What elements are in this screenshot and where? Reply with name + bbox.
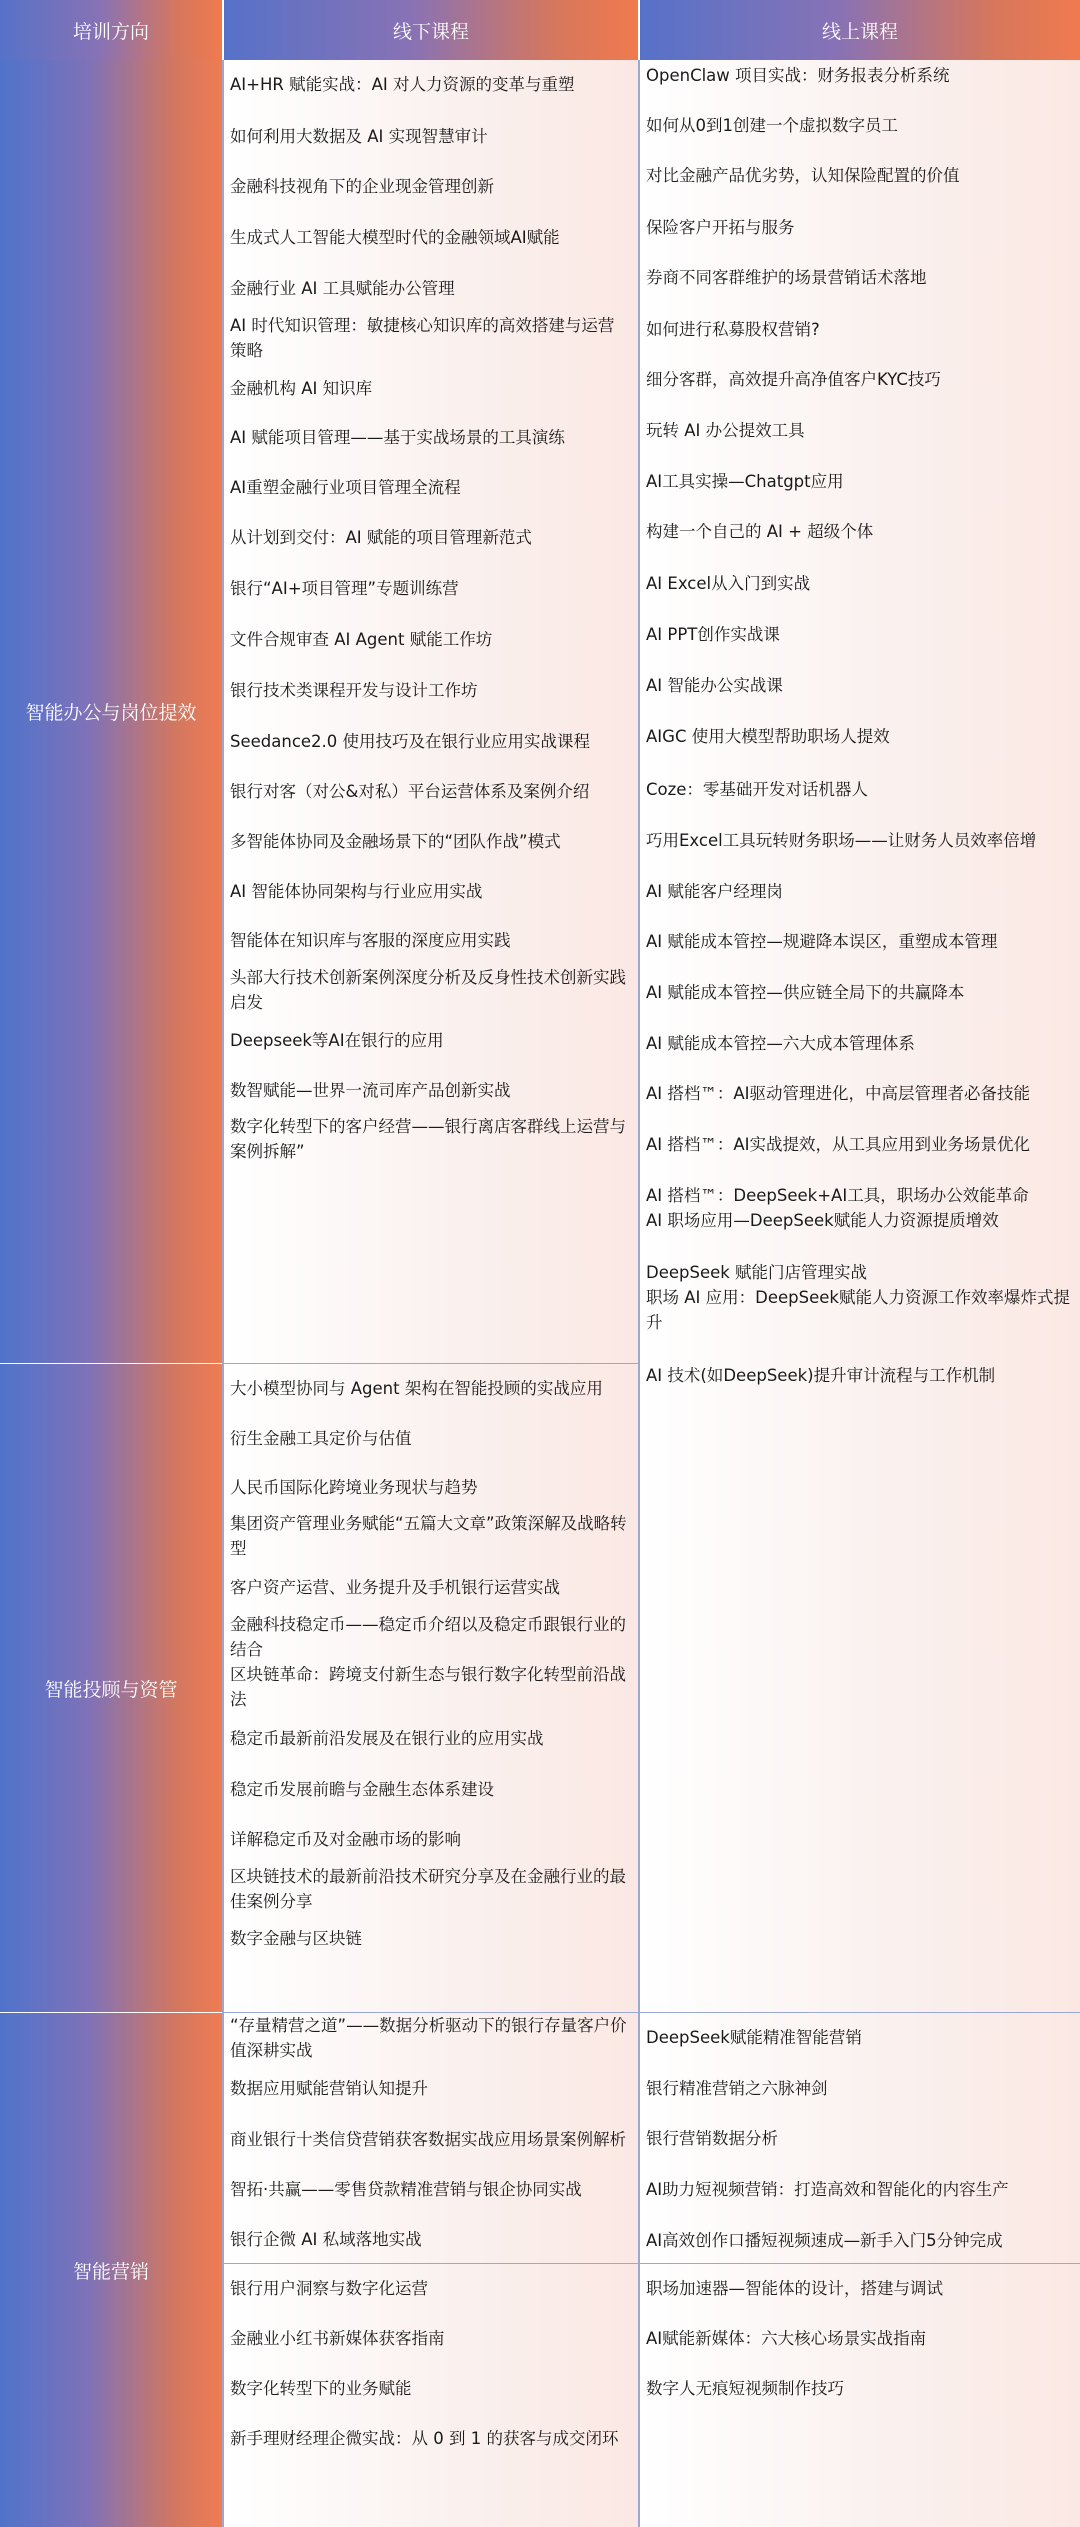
course-item: 对比金融产品优劣势，认知保险配置的价值: [646, 166, 960, 185]
course-item: AI+HR 赋能实战：AI 对人力资源的变革与重塑: [230, 75, 575, 94]
course-item: 保险客户开拓与服务: [646, 218, 795, 237]
course-item: AI 搭档™：AI实战提效，从工具应用到业务场景优化: [646, 1135, 1031, 1154]
cell-office-offline: [224, 60, 638, 1363]
course-item: 银行对客（对公&对私）平台运营体系及案例介绍: [230, 782, 590, 801]
course-item: 职场 AI 应用：DeepSeek赋能人力资源工作效率爆炸式提升: [646, 1288, 1070, 1332]
course-item: AI工具实操—Chatgpt应用: [646, 472, 844, 491]
course-item: 区块链革命：跨境支付新生态与银行数字化转型前沿战法: [230, 1665, 626, 1709]
course-item: 银行营销数据分析: [646, 2129, 778, 2148]
header-offline: 线下课程: [224, 0, 638, 60]
course-item: 人民币国际化跨境业务现状与趋势: [230, 1478, 478, 1497]
course-item: OpenClaw 项目实战：财务报表分析系统: [646, 66, 950, 85]
course-item: AI 赋能成本管控—规避降本误区，重塑成本管理: [646, 932, 998, 951]
course-item: 客户资产运营、业务提升及手机银行运营实战: [230, 1578, 560, 1597]
separator-office-offline: [224, 1363, 638, 1364]
course-item: AI重塑金融行业项目管理全流程: [230, 478, 461, 497]
category-smart-office: 智能办公与岗位提效: [0, 60, 222, 1363]
course-item: DeepSeek 赋能门店管理实战: [646, 1263, 868, 1282]
course-item: AI 赋能客户经理岗: [646, 882, 783, 901]
course-item: AI 搭档™：AI驱动管理进化，中高层管理者必备技能: [646, 1084, 1031, 1103]
course-item: AI赋能新媒体：六大核心场景实战指南: [646, 2329, 927, 2348]
course-item: 金融科技视角下的企业现金管理创新: [230, 177, 494, 196]
course-item: AIGC 使用大模型帮助职场人提效: [646, 727, 890, 746]
course-item: Seedance2.0 使用技巧及在银行业应用实战课程: [230, 732, 591, 751]
separator-vertical-2: [638, 60, 640, 2527]
course-item: 衍生金融工具定价与估值: [230, 1429, 412, 1448]
course-item: 从计划到交付：AI 赋能的项目管理新范式: [230, 528, 532, 547]
course-item: 多智能体协同及金融场景下的“团队作战”模式: [230, 832, 561, 851]
course-item: 银行企微 AI 私域落地实战: [230, 2230, 422, 2249]
course-item: 玩转 AI 办公提效工具: [646, 421, 805, 440]
course-item: 细分客群，高效提升高净值客户KYC技巧: [646, 370, 941, 389]
course-item: 智能体在知识库与客服的深度应用实践: [230, 931, 511, 950]
course-item: 大小模型协同与 Agent 架构在智能投顾的实战应用: [230, 1379, 603, 1398]
course-item: 银行用户洞察与数字化运营: [230, 2279, 428, 2298]
course-item: 职场加速器—智能体的设计，搭建与调试: [646, 2279, 943, 2298]
course-item: AI 职场应用—DeepSeek赋能人力资源提质增效: [646, 1211, 999, 1230]
course-item: 银行技术类课程开发与设计工作坊: [230, 681, 478, 700]
course-item: 银行“AI+项目管理”专题训练营: [230, 579, 459, 598]
course-item: AI 时代知识管理：敏捷核心知识库的高效搭建与运营策略: [230, 316, 615, 360]
course-item: 文件合规审查 AI Agent 赋能工作坊: [230, 630, 493, 649]
course-item: AI 赋能项目管理——基于实战场景的工具演练: [230, 428, 565, 447]
course-item: 券商不同客群维护的场景营销话术落地: [646, 268, 927, 287]
course-item: 如何从0到1创建一个虚拟数字员工: [646, 116, 898, 135]
course-item: 数智赋能—世界一流司库产品创新实战: [230, 1081, 511, 1100]
course-item: AI高效创作口播短视频速成—新手入门5分钟完成: [646, 2231, 1003, 2250]
course-item: 区块链技术的最新前沿技术研究分享及在金融行业的最佳案例分享: [230, 1867, 626, 1911]
header-direction: 培训方向: [0, 0, 222, 60]
course-item: 数字人无痕短视频制作技巧: [646, 2379, 844, 2398]
course-item: Coze：零基础开发对话机器人: [646, 780, 868, 799]
course-item: 集团资产管理业务赋能“五篇大文章”政策深解及战略转型: [230, 1514, 627, 1558]
course-item: AI助力短视频营销：打造高效和智能化的内容生产: [646, 2180, 1009, 2199]
course-item: 数字化转型下的客户经营——银行离店客群线上运营与案例拆解”: [230, 1117, 626, 1161]
course-item: 详解稳定币及对金融市场的影响: [230, 1830, 461, 1849]
course-item: 生成式人工智能大模型时代的金融领域AI赋能: [230, 228, 560, 247]
course-item: 数字化转型下的业务赋能: [230, 2379, 412, 2398]
course-item: 金融机构 AI 知识库: [230, 379, 373, 398]
course-item: 金融行业 AI 工具赋能办公管理: [230, 279, 455, 298]
course-item: AI 搭档™：DeepSeek+AI工具，职场办公效能革命: [646, 1186, 1029, 1205]
course-item: 如何利用大数据及 AI 实现智慧审计: [230, 127, 488, 146]
course-item: 商业银行十类信贷营销获客数据实战应用场景案例解析: [230, 2130, 626, 2149]
course-item: “存量精营之道”——数据分析驱动下的银行存量客户价值深耕实战: [230, 2016, 627, 2060]
category-smart-marketing: 智能营销: [0, 2013, 222, 2527]
category-smart-advisory: 智能投顾与资管: [0, 1364, 222, 2012]
course-item: 银行精准营销之六脉神剑: [646, 2079, 828, 2098]
course-item: 构建一个自己的 AI + 超级个体: [646, 522, 874, 541]
course-item: 智拓·共赢——零售贷款精准营销与银企协同实战: [230, 2180, 582, 2199]
course-item: AI PPT创作实战课: [646, 625, 780, 644]
header-online: 线上课程: [640, 0, 1080, 60]
course-item: 巧用Excel工具玩转财务职场——让财务人员效率倍增: [646, 831, 1037, 850]
course-item: 如何进行私募股权营销?: [646, 320, 820, 339]
course-item: AI 赋能成本管控—供应链全局下的共赢降本: [646, 983, 965, 1002]
course-item: AI 赋能成本管控—六大成本管理体系: [646, 1034, 915, 1053]
course-item: 数字金融与区块链: [230, 1929, 362, 1948]
course-item: 头部大行技术创新案例深度分析及反身性技术创新实践启发: [230, 968, 626, 1012]
separator-vertical-1: [222, 60, 224, 2527]
course-item: 金融业小红书新媒体获客指南: [230, 2329, 445, 2348]
course-item: 新手理财经理企微实战：从 0 到 1 的获客与成交闭环: [230, 2429, 619, 2448]
course-item: 数据应用赋能营销认知提升: [230, 2079, 428, 2098]
course-item: DeepSeek赋能精准智能营销: [646, 2028, 862, 2047]
course-item: 金融科技稳定币——稳定币介绍以及稳定币跟银行业的结合: [230, 1615, 626, 1659]
course-item: AI 智能办公实战课: [646, 676, 783, 695]
course-item: 稳定币发展前瞻与金融生态体系建设: [230, 1780, 494, 1799]
course-item: AI Excel从入门到实战: [646, 574, 811, 593]
course-item: Deepseek等AI在银行的应用: [230, 1031, 444, 1050]
course-item: 稳定币最新前沿发展及在银行业的应用实战: [230, 1729, 544, 1748]
course-item: AI 智能体协同架构与行业应用实战: [230, 882, 483, 901]
course-item: AI 技术(如DeepSeek)提升审计流程与工作机制: [646, 1366, 996, 1385]
separator-marketing-mid: [224, 2263, 1080, 2264]
